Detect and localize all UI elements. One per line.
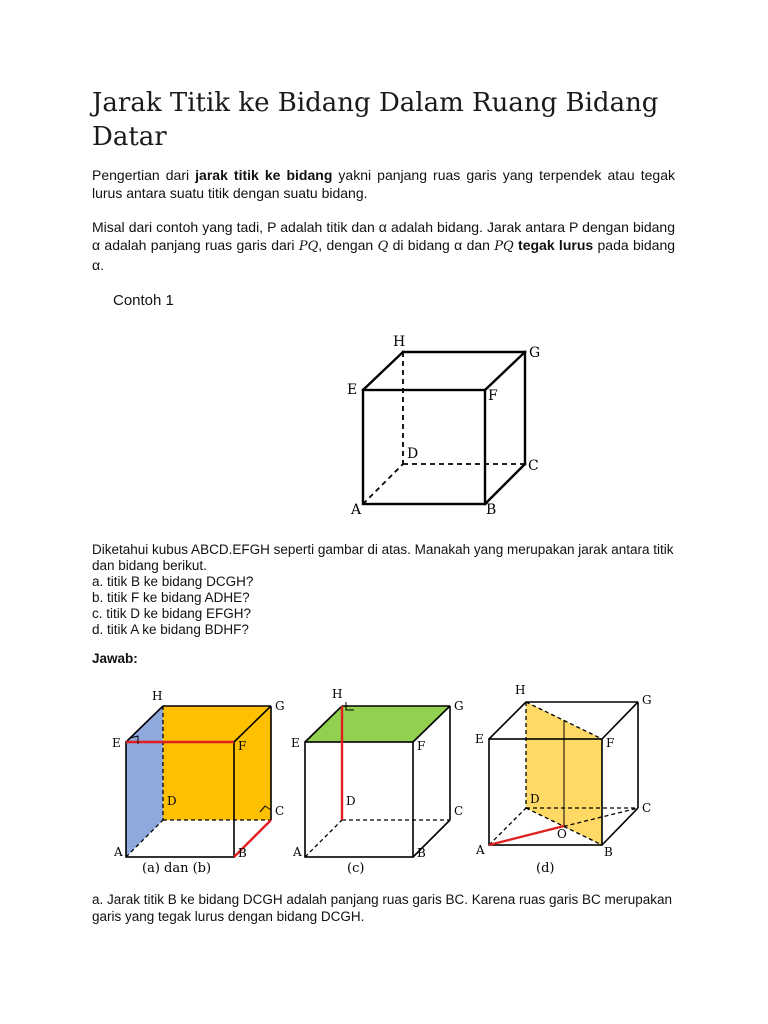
edge-eh: [363, 352, 403, 390]
label-g: G: [454, 699, 464, 713]
example-text-3: di bidang α dan: [388, 237, 495, 253]
caption-d: (d): [536, 861, 555, 876]
plane-dcgh: [163, 706, 271, 820]
edge-fg: [485, 352, 525, 390]
plane-efgh: [305, 706, 450, 742]
segment-pq-2: PQ: [494, 239, 514, 254]
label-f: F: [417, 739, 426, 753]
label-b: B: [417, 846, 426, 860]
plane-adhe: [126, 706, 163, 857]
example-text: Misal dari contoh yang tadi, P adalah titik dan α adalah bidang. Jarak antara P dengan bidang α adalah panjang ruas garis dari: [92, 219, 675, 253]
label-h: H: [393, 334, 406, 350]
edge-ad-hidden: [363, 464, 403, 504]
label-f: F: [606, 736, 615, 750]
cube-figure: [340, 330, 560, 525]
definition-term: jarak titik ke bidang: [195, 167, 333, 183]
label-o: O: [557, 827, 567, 841]
example-paragraph: [92, 218, 675, 274]
label-c: C: [454, 804, 464, 818]
label-h: H: [152, 689, 163, 703]
label-d: D: [167, 794, 177, 808]
label-a: A: [114, 845, 123, 859]
label-a: A: [351, 502, 362, 518]
label-f: F: [488, 388, 498, 404]
cube-front-face: [363, 390, 485, 504]
answer-heading: Jawab:: [92, 651, 138, 666]
label-d: D: [530, 792, 540, 806]
example-text-2: , dengan: [318, 237, 378, 253]
label-e: E: [347, 382, 358, 398]
cube-d: [475, 683, 652, 876]
question-item-a: a. titik B ke bidang DCGH?: [92, 574, 254, 589]
label-h: H: [515, 683, 526, 697]
definition-paragraph: [92, 166, 675, 202]
question-item-b: b. titik F ke bidang ADHE?: [92, 590, 250, 605]
label-e: E: [112, 736, 121, 750]
label-g: G: [529, 345, 541, 361]
cube-c: [291, 687, 464, 876]
label-h: H: [332, 687, 343, 701]
label-e: E: [291, 736, 300, 750]
label-g: G: [642, 693, 652, 707]
example-heading: Contoh 1: [113, 292, 174, 309]
label-a: A: [293, 845, 302, 859]
label-e: E: [475, 732, 484, 746]
label-b: B: [486, 502, 497, 518]
label-d: D: [407, 446, 419, 462]
label-d: D: [346, 794, 356, 808]
question-item-d: d. titik A ke bidang BDHF?: [92, 622, 249, 637]
label-c: C: [528, 458, 539, 474]
cube-a-b: [112, 689, 285, 876]
point-q: Q: [377, 239, 389, 254]
label-c: C: [642, 801, 652, 815]
example-text-end: pada bidang α.: [92, 237, 676, 273]
answer-paragraph: a. Jarak titik B ke bidang DCGH adalah panjang ruas garis BC. Karena ruas garis BC merupakan garis yang tegak lurus dengan bidang DCGH.: [92, 892, 673, 924]
label-c: C: [275, 804, 285, 818]
label-b: B: [604, 845, 613, 859]
distance-a-to-bdhf: [489, 826, 564, 845]
edge-bc: [485, 464, 525, 504]
definition-text: Pengertian dari: [92, 167, 196, 183]
label-a: A: [476, 843, 485, 857]
page-title: Jarak Titik ke Bidang Dalam Ruang Bidang Datar: [92, 88, 659, 152]
label-g: G: [275, 699, 285, 713]
question-block: [92, 542, 675, 638]
solution-figures: [108, 680, 668, 880]
perpendicular-term: tegak lurus: [518, 237, 594, 253]
definition-text-end: yakni panjang ruas garis yang terpendek atau tegak lurus antara suatu titik dengan suatu bidang.: [92, 167, 675, 201]
label-f: F: [238, 739, 247, 753]
label-b: B: [238, 846, 247, 860]
question-intro: Diketahui kubus ABCD.EFGH seperti gambar di atas. Manakah yang merupakan jarak antara titik dan bidang berikut.: [92, 542, 674, 573]
question-item-c: c. titik D ke bidang EFGH?: [92, 606, 252, 621]
caption-c: (c): [347, 861, 365, 876]
segment-pq: PQ: [298, 239, 319, 254]
caption-a-b: (a) dan (b): [142, 861, 212, 876]
